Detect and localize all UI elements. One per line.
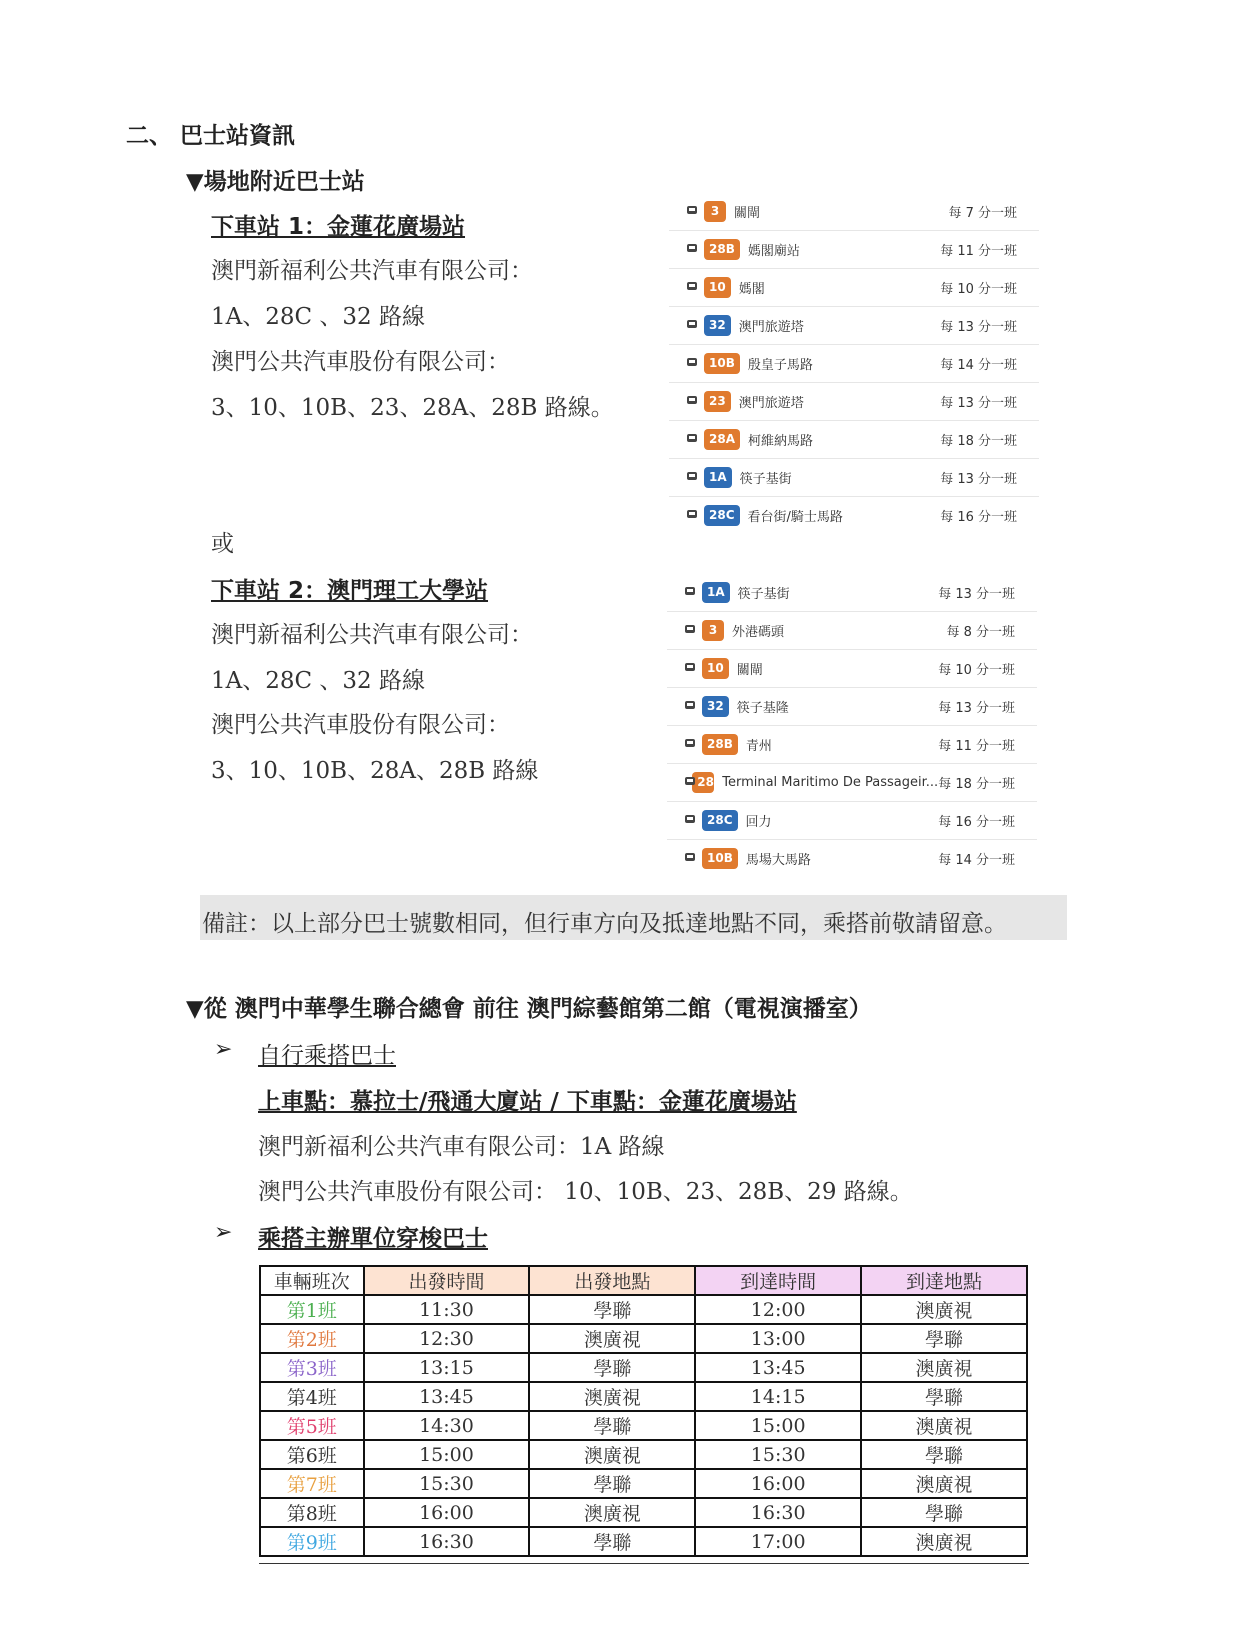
schedule-cell-from: 學聯 [529,1411,695,1440]
stop1-routes2: 3、10、10B、23、28A、28B 路線。 [211,395,614,421]
route-destination: 筷子基隆 [736,701,789,716]
schedule-cell-trip: 第4班 [260,1382,364,1411]
route-frequency: 每 7 分一班 [948,206,1017,221]
stop2-title: 下車站 2：澳門理工大學站 [211,578,489,604]
route-frequency: 每 16 分一班 [940,510,1017,525]
route-badge: 28A [692,772,714,793]
shuttle-schedule-table [259,1265,1028,1557]
schedule-cell-trip: 第2班 [260,1324,364,1353]
stop2-routes2: 3、10、10B、28A、28B 路線 [211,758,539,784]
route-destination: 媽閣廟站 [747,244,800,259]
bus-icon [687,434,697,445]
nearby-heading: ▼場地附近巴士站 [186,169,365,195]
route-badge: 10 [704,277,731,298]
route-badge: 28C [704,505,740,526]
route-destination: 澳門旅遊塔 [738,320,804,335]
schedule-cell-dep: 15:00 [364,1440,530,1469]
bus-route-row [669,421,1039,459]
route-heading: ▼從 澳門中華學生聯合總會 前往 澳門綜藝館第二館（電視演播室） [186,996,872,1022]
route-destination: 青州 [745,739,772,754]
route-frequency: 每 11 分一班 [938,739,1015,754]
schedule-cell-dep: 16:30 [364,1527,530,1556]
stop1-company2: 澳門公共汽車股份有限公司： [211,349,510,375]
table-row [260,1324,1027,1353]
route-badge: 28C [702,810,738,831]
table-row [260,1527,1027,1556]
route-frequency: 每 13 分一班 [938,701,1015,716]
schedule-cell-from: 學聯 [529,1353,695,1382]
schedule-cell-trip: 第6班 [260,1440,364,1469]
schedule-cell-to: 學聯 [861,1498,1027,1527]
schedule-cell-to: 學聯 [861,1382,1027,1411]
route-destination: 柯維納馬路 [748,434,814,449]
route-frequency: 每 13 分一班 [940,320,1017,335]
route-destination: 媽閣 [738,282,765,297]
schedule-cell-from: 學聯 [529,1295,695,1324]
schedule-cell-to: 澳廣視 [861,1353,1027,1382]
schedule-cell-trip: 第3班 [260,1353,364,1382]
route-badge: 28B [704,239,740,260]
schedule-cell-arr: 16:00 [695,1469,861,1498]
stop1-company1: 澳門新福利公共汽車有限公司： [211,258,533,284]
bus-panel-stop2 [667,574,1037,877]
bus-icon [687,206,697,217]
schedule-cell-arr: 17:00 [695,1527,861,1556]
bus-icon [685,739,695,750]
route-badge: 32 [704,315,731,336]
table-row [260,1295,1027,1324]
table-row [260,1382,1027,1411]
route-destination: 關閘 [734,206,761,221]
bus-icon [685,853,695,864]
table-row [260,1498,1027,1527]
route-frequency: 每 8 分一班 [946,625,1015,640]
schedule-cell-trip: 第5班 [260,1411,364,1440]
schedule-cell-trip: 第8班 [260,1498,364,1527]
schedule-cell-to: 澳廣視 [861,1295,1027,1324]
route-frequency: 每 18 分一班 [938,777,1015,792]
or-label: 或 [211,531,234,557]
schedule-cell-dep: 15:30 [364,1469,530,1498]
schedule-cell-from: 澳廣視 [529,1324,695,1353]
table-row [260,1440,1027,1469]
route-frequency: 每 13 分一班 [938,587,1015,602]
schedule-cell-trip: 第9班 [260,1527,364,1556]
bullet-arrow-icon: ➢ [214,1037,233,1062]
section-title: 二、 巴士站資訊 [126,123,296,149]
bus-icon [685,587,695,598]
route-badge: 10B [702,848,738,869]
table-row [260,1353,1027,1382]
schedule-cell-arr: 15:00 [695,1411,861,1440]
schedule-cell-dep: 16:00 [364,1498,530,1527]
schedule-cell-arr: 13:00 [695,1324,861,1353]
stop2-routes1: 1A、28C 、32 路線 [211,668,425,694]
route-destination: 外港碼頭 [732,625,785,640]
route-destination: 澳門旅遊塔 [738,396,804,411]
route-frequency: 每 16 分一班 [938,815,1015,830]
schedule-cell-dep: 12:30 [364,1324,530,1353]
route-destination: 馬場大馬路 [745,853,811,868]
schedule-cell-from: 學聯 [529,1469,695,1498]
route-frequency: 每 18 分一班 [940,434,1017,449]
bus-icon [687,396,697,407]
route-frequency: 每 14 分一班 [938,853,1015,868]
self-bus-title: 自行乘搭巴士 [258,1043,396,1069]
bus-panel-stop1 [669,193,1039,534]
bottom-rule [259,1563,1029,1564]
bus-route-row [667,764,1037,802]
bus-icon [687,320,697,331]
route-destination: 看台街/騎士馬路 [747,510,843,525]
schedule-cell-arr: 13:45 [695,1353,861,1382]
note-box [200,895,1067,940]
schedule-cell-arr: 14:15 [695,1382,861,1411]
bus-route-row [667,726,1037,764]
bus-icon [685,663,695,674]
route-frequency: 每 13 分一班 [940,472,1017,487]
self-bus-line1: 澳門新福利公共汽車有限公司：1A 路線 [258,1134,665,1160]
table-row [260,1469,1027,1498]
schedule-cell-from: 澳廣視 [529,1440,695,1469]
schedule-header: 車輛班次 [260,1266,364,1295]
stop1-routes1: 1A、28C 、32 路線 [211,304,425,330]
route-frequency: 每 14 分一班 [940,358,1017,373]
schedule-cell-trip: 第7班 [260,1469,364,1498]
route-badge: 23 [704,391,731,412]
bus-route-row [667,650,1037,688]
route-destination: 殷皇子馬路 [747,358,813,373]
route-badge: 10 [702,658,729,679]
schedule-cell-to: 澳廣視 [861,1527,1027,1556]
schedule-header: 到達地點 [861,1266,1027,1295]
schedule-cell-trip: 第1班 [260,1295,364,1324]
route-frequency: 每 11 分一班 [940,244,1017,259]
schedule-cell-to: 學聯 [861,1440,1027,1469]
bus-icon [687,358,697,369]
bus-route-row [669,459,1039,497]
route-frequency: 每 10 分一班 [938,663,1015,678]
schedule-header: 出發地點 [529,1266,695,1295]
schedule-cell-dep: 11:30 [364,1295,530,1324]
schedule-cell-from: 澳廣視 [529,1498,695,1527]
route-destination: 筷子基街 [739,472,792,487]
route-destination: 筷子基街 [737,587,790,602]
bus-route-row [667,688,1037,726]
bus-icon [687,510,697,521]
route-frequency: 每 10 分一班 [940,282,1017,297]
schedule-cell-dep: 13:15 [364,1353,530,1382]
bullet-arrow-icon: ➢ [214,1220,233,1245]
route-badge: 3 [702,620,724,641]
schedule-cell-dep: 14:30 [364,1411,530,1440]
route-badge: 1A [704,467,732,488]
route-badge: 28B [702,734,738,755]
bus-route-row [669,383,1039,421]
bus-route-row [667,840,1037,877]
bus-route-row [669,269,1039,307]
note-text: 備註：以上部分巴士號數相同，但行車方向及抵達地點不同，乘搭前敬請留意。 [202,911,1007,937]
schedule-cell-to: 澳廣視 [861,1469,1027,1498]
schedule-cell-from: 澳廣視 [529,1382,695,1411]
route-badge: 3 [704,201,726,222]
route-frequency: 每 13 分一班 [940,396,1017,411]
route-badge: 32 [702,696,729,717]
self-bus-line2: 澳門公共汽車股份有限公司： 10、10B、23、28B、29 路線。 [258,1179,913,1205]
route-badge: 10B [704,353,740,374]
bus-route-row [667,802,1037,840]
self-bus-stops: 上車點：慕拉士/飛通大廈站 / 下車點：金蓮花廣場站 [258,1089,797,1115]
schedule-header: 到達時間 [695,1266,861,1295]
bus-icon [687,244,697,255]
bus-route-row [669,231,1039,269]
schedule-cell-arr: 16:30 [695,1498,861,1527]
schedule-cell-arr: 15:30 [695,1440,861,1469]
bus-icon [685,701,695,712]
bus-route-row [669,497,1039,534]
bus-route-row [667,574,1037,612]
route-badge: 1A [702,582,730,603]
bus-route-row [669,307,1039,345]
stop2-company1: 澳門新福利公共汽車有限公司： [211,622,533,648]
schedule-cell-to: 澳廣視 [861,1411,1027,1440]
schedule-cell-dep: 13:45 [364,1382,530,1411]
table-row [260,1411,1027,1440]
bus-icon [687,472,697,483]
bus-route-row [667,612,1037,650]
shuttle-title: 乘搭主辦單位穿梭巴士 [258,1226,488,1252]
stop1-title: 下車站 1：金蓮花廣場站 [211,214,466,240]
bus-icon [687,282,697,293]
bus-route-row [669,193,1039,231]
route-destination: 關閘 [736,663,763,678]
bus-icon [685,625,695,636]
route-destination: 回力 [745,815,772,830]
schedule-cell-to: 學聯 [861,1324,1027,1353]
route-destination: Terminal Maritimo De Passageir... [722,775,939,790]
schedule-cell-from: 學聯 [529,1527,695,1556]
schedule-cell-arr: 12:00 [695,1295,861,1324]
bus-route-row [669,345,1039,383]
stop2-company2: 澳門公共汽車股份有限公司： [211,712,510,738]
route-badge: 28A [704,429,740,450]
bus-icon [685,815,695,826]
schedule-header: 出發時間 [364,1266,530,1295]
